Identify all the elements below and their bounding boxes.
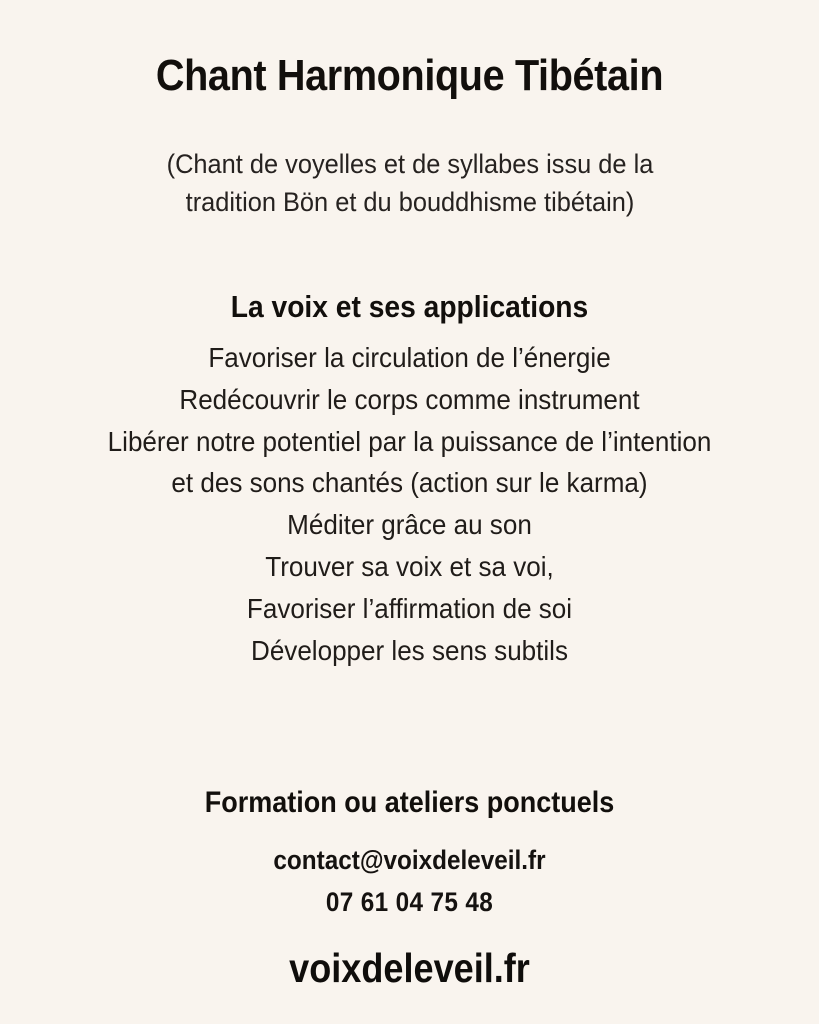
contact-block <box>14 786 805 991</box>
list-item: Redécouvrir le corps comme instrument <box>179 383 640 415</box>
subtitle-line-2: tradition Bön et du bouddhisme tibétain) <box>185 186 634 217</box>
list-item: Trouver sa voix et sa voi, <box>265 551 554 583</box>
contact-heading: Formation ou ateliers ponctuels <box>204 785 615 819</box>
page-title: Chant Harmonique Tibétain <box>155 51 664 100</box>
list-item: Favoriser l’affirmation de soi <box>246 593 573 625</box>
website-url[interactable]: voixdeleveil.fr <box>289 945 530 992</box>
list-item: Développer les sens subtils <box>251 634 568 666</box>
applications-list <box>14 337 805 672</box>
applications-heading: La voix et ses applications <box>230 288 589 324</box>
list-item: Favoriser la circulation de l’énergie <box>208 341 611 373</box>
applications-section <box>14 290 805 672</box>
list-item: et des sons chantés (action sur le karma) <box>171 467 648 499</box>
subtitle-line-1: (Chant de voyelles et de syllabes issu de la <box>166 149 653 180</box>
contact-phone[interactable]: 07 61 04 75 48 <box>325 887 494 918</box>
title-block <box>14 53 805 222</box>
subtitle <box>128 146 692 222</box>
contact-email[interactable]: contact@voixdeleveil.fr <box>273 844 546 875</box>
list-item: Libérer notre potentiel par la puissance de l’intention <box>107 425 712 457</box>
list-item: Méditer grâce au son <box>287 509 532 541</box>
